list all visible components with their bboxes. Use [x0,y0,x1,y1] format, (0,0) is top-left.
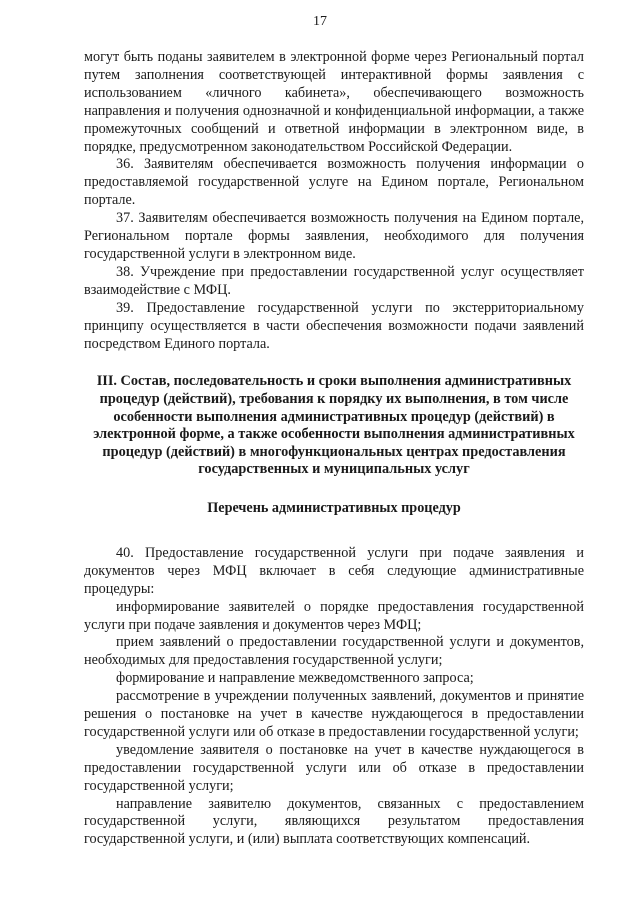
paragraph: 39. Предоставление государственной услуги по экстерриториальному принципу осуществляется в части обеспечения возможности подачи заявлений посредством Единого портала. [84,299,584,352]
list-item: рассмотрение в учреждении полученных заявлений, документов и принятие решения о постановке на учет в качестве нуждающегося в предоставлении государственной услуги или об отказе в предоставлении государственной услуги; [84,688,584,740]
paragraph: 36. Заявителям обеспечивается возможность получения информации о предоставляемой государственной услуге на Едином портале, Региональном портале. [84,156,584,209]
section-title: III. Состав, последовательность и сроки выполнения административных процедур (действий), требования к порядку их выполнения, в том числе особенности выполнения административных процедур (действий) в электронной форме, а также особенности выполнения административных процедур (действий) в многофункциональных центрах предоставления государственных и муниципальных услуг [93,373,575,478]
list-item: уведомление заявителя о постановке на учет в качестве нуждающегося в предоставлении государственной услуги или об отказе в предоставлении государственной услуги; [84,741,584,794]
paragraph: 40. Предоставление государственной услуги при подаче заявления и документов через МФЦ включает в себя следующие административные процедуры: [84,544,584,597]
page-number: 17 [313,14,327,29]
paragraph: 38. Учреждение при предоставлении государственной услуг осуществляет взаимодействие с МФЦ. [84,263,584,298]
paragraph: могут быть поданы заявителем в электронной форме через Региональный портал путем заполнения соответствующей интерактивной формы заявления с использованием «личного кабинета», обеспечивающего возможность направления и получения однозначной и конфиденциальной информации, а также промежуточных сообщений и ответной информации в электронном виде, в порядке, предусмотренном законодательством Российской Федерации. [84,49,584,155]
list-item: информирование заявителей о порядке предоставления государственной услуги при подаче заявления и документов через МФЦ; [84,598,584,633]
list-item: формирование и направление межведомственного запроса; [116,670,474,687]
paragraphs-bottom [84,545,584,849]
subsection-title: Перечень административных процедур [207,499,461,516]
paragraph: 37. Заявителям обеспечивается возможность получения на Едином портале, Региональном портале формы заявления, необходимого для получения государственной услуги в электронном виде. [84,210,584,262]
list-item: направление заявителю документов, связанных с предоставлением государственной услуги, являющихся результатом предоставления государственной услуги, и (или) выплата соответствующих компенсаций. [84,795,584,848]
list-item: прием заявлений о предоставлении государственной услуги и документов, необходимых для предоставления государственной услуги; [84,634,584,669]
document-body [84,49,584,849]
paragraphs-top [84,49,584,353]
